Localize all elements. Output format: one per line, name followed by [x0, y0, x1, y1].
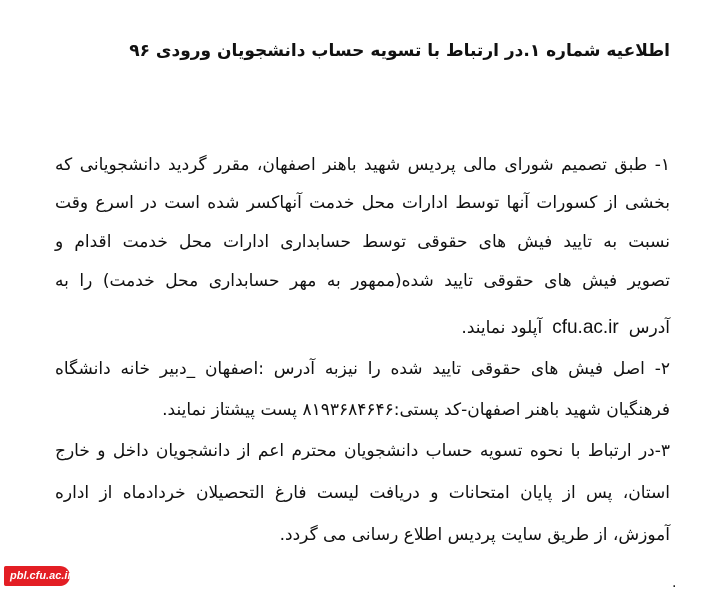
logo-text: pbl.cfu.ac.ir — [10, 570, 72, 582]
trailing-dot: . — [672, 575, 677, 591]
paragraph-line-4: تصویر فیش های حقوقی تایید شده(ممهور به مهر حسابداری محل خدمت) را به — [55, 271, 670, 291]
paragraph-line-3: نسبت به تایید فیش های حقوقی توسط حسابداری ادارات محل خدمت اقدام و — [55, 232, 670, 252]
paragraph-line-6: ۲- اصل فیش های حقوقی تایید شده را نیزبه آدرس :اصفهان _دبیر خانه دانشگاه — [55, 359, 670, 379]
address-suffix: آپلود نمایند. — [461, 318, 543, 338]
address-prefix: آدرس — [628, 318, 670, 338]
paragraph-line-9: استان، پس از پایان امتحانات و دریافت لیست فارغ التحصیلان خردادماه از اداره — [55, 483, 670, 503]
announcement-title: اطلاعیه شماره ۱.در ارتباط با تسویه حساب دانشجویان ورودی ۹۶ — [129, 41, 670, 61]
pbl-cfu-logo — [4, 566, 70, 586]
paragraph-line-10: آموزش، از طریق سایت پردیس اطلاع رسانی می گردد. — [279, 525, 670, 545]
paragraph-line-8: ۳-در ارتباط با نحوه تسویه حساب دانشجویان محترم اعم از دانشجویان داخل و خارج — [55, 441, 670, 461]
paragraph-line-7: فرهنگیان شهید باهنر اصفهان-کد پستی:۸۱۹۳۶۸۴۶۴۶ پست پیشتاز نمایند. — [162, 400, 670, 420]
cfu-website-link[interactable]: cfu.ac.ir — [552, 317, 619, 338]
paragraph-line-2: بخشی از کسورات آنها توسط ادارات محل خدمت آنهاکسر شده است در اسرع وقت — [55, 193, 670, 213]
address-line — [55, 313, 670, 343]
paragraph-line-1: ۱- طبق تصمیم شورای مالی پردیس شهید باهنر اصفهان، مقرر گردید دانشجویانی که — [55, 155, 670, 175]
